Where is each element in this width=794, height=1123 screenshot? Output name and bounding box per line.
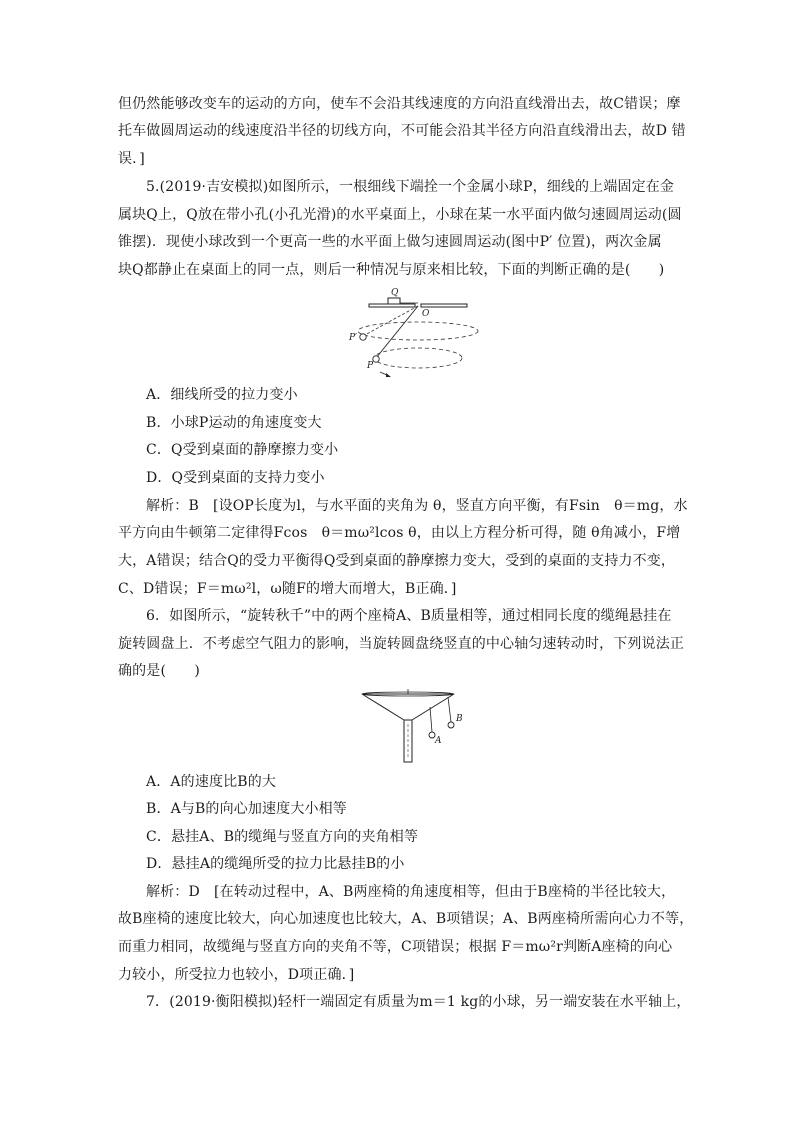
text-line: 但仍然能够改变车的运动的方向，使车不会沿其线速度的方向沿直线滑出去，故C错误；摩 xyxy=(118,96,681,112)
question-6-stem: 旋转圆盘上．不考虑空气阻力的影响，当旋转圆盘绕竖直的中心轴匀速转动时，下列说法正 xyxy=(118,636,684,652)
question-5-option-c: C．Q受到桌面的静摩擦力变小 xyxy=(146,442,339,458)
label-o: O xyxy=(422,309,430,319)
question-6-option-d: D．悬挂A的缆绳所受的拉力比悬挂B的小 xyxy=(146,856,405,872)
question-6-option-a: A．A的速度比B的大 xyxy=(146,774,277,790)
rotating-swing-figure xyxy=(350,686,470,766)
question-6-solution: 故B座椅的速度比较大，向心加速度也比较大，A、B项错误；A、B两座椅所需向心力不等， xyxy=(118,911,694,927)
question-6-solution: 力较小，所受拉力也较小，D项正确．] xyxy=(118,967,355,983)
question-5-solution: 平方向由牛顿第二定律得Fcos θ＝mω²lcos θ，由以上方程分析可得，随 θ角减小，F增 xyxy=(118,525,681,541)
question-5-stem: 锥摆)．现使小球改到一个更高一些的水平面上做匀速圆周运动(图中P′ 位置)，两次金属 xyxy=(118,234,662,250)
question-6-solution: 解析：D [在转动过程中，A、B两座椅的角速度相等，但由于B座椅的半径比较大， xyxy=(146,884,676,900)
question-7-stem: 7．(2019·衡阳模拟)轻杆一端固定有质量为m＝1 kg的小球，另一端安装在水平轴上， xyxy=(146,994,691,1010)
label-a: A xyxy=(435,736,442,746)
label-b: B xyxy=(456,714,463,724)
question-5-option-a: A．细线所受的拉力变小 xyxy=(146,387,298,403)
question-5-stem: 块Q都静止在桌面上的同一点，则后一种情况与原来相比较，下面的判断正确的是( ) xyxy=(118,262,665,278)
question-6-option-c: C．悬挂A、B的缆绳与竖直方向的夹角相等 xyxy=(146,829,419,845)
label-p: P xyxy=(367,361,374,371)
question-5-solution: 大，A错误；结合Q的受力平衡得Q受到桌面的静摩擦力变大，受到的桌面的支持力不变， xyxy=(118,553,676,569)
question-5-stem: 属块Q上，Q放在带小孔(小孔光滑)的水平桌面上，小球在某一水平面内做匀速圆周运动(圆 xyxy=(118,207,682,223)
question-6-solution: 而重力相同，故缆绳与竖直方向的夹角不等，C项错误；根据 F＝mω²r判断A座椅的向心 xyxy=(118,939,673,955)
label-p-prime: P′ xyxy=(349,333,358,343)
question-6-option-b: B．A与B的向心加速度大小相等 xyxy=(146,801,347,817)
text-line: 误．] xyxy=(118,151,145,167)
question-5-solution: C、D错误；F＝mω²l，ω随F的增大而增大，B正确．] xyxy=(118,581,457,597)
conical-pendulum-figure xyxy=(336,284,496,380)
question-5-option-d: D．Q受到桌面的支持力变小 xyxy=(146,470,325,486)
question-5-stem: 5.(2019·吉安模拟)如图所示，一根细线下端拴一个金属小球P，细线的上端固定在金 xyxy=(146,179,675,195)
question-5-option-b: B．小球P运动的角速度变大 xyxy=(146,415,322,431)
question-6-stem: 6．如图所示，“旋转秋千”中的两个座椅A、B质量相等，通过相同长度的缆绳悬挂在 xyxy=(146,608,672,624)
question-5-solution: 解析：B [设OP长度为l，与水平面的夹角为 θ，竖直方向平衡，有Fsin θ＝mg，水 xyxy=(146,498,688,514)
text-line: 托车做圆周运动的线速度沿半径的切线方向，不可能会沿其半径方向沿直线滑出去，故D 错 xyxy=(118,123,686,139)
question-6-stem: 确的是( ) xyxy=(118,663,200,679)
label-q: Q xyxy=(391,288,399,298)
